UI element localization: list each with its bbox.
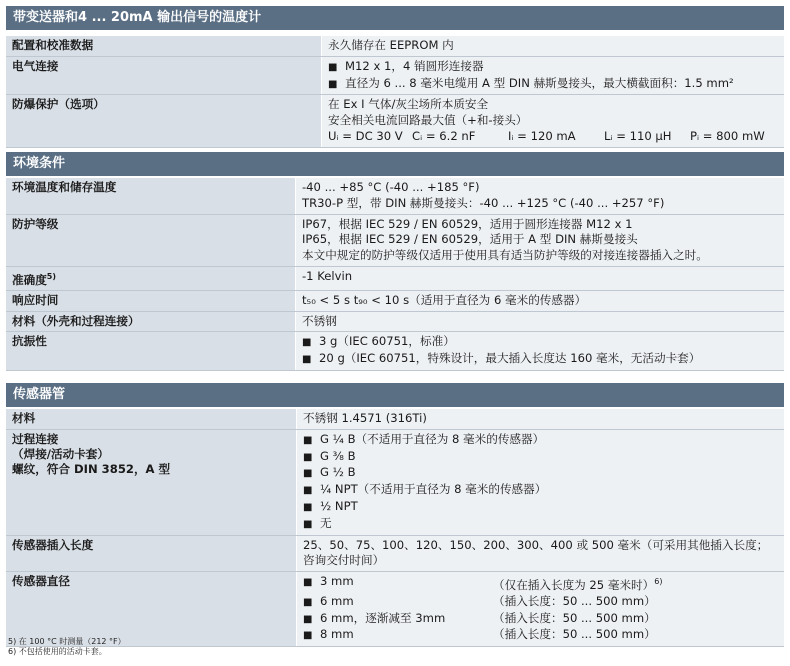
row-value: t₅₀ < 5 s t₉₀ < 10 s（适用于直径为 6 毫米的传感器） <box>296 291 784 311</box>
param-ui: Uᵢ = DC 30 V <box>328 128 403 143</box>
table-row <box>6 332 784 371</box>
list-item: G ⅜ B <box>320 448 356 463</box>
table-row <box>6 409 784 430</box>
row-label: 电气连接 <box>6 57 322 95</box>
row-value <box>322 57 784 95</box>
diameter-note: （插入长度：50 ... 500 mm） <box>493 627 656 642</box>
text-line: 本文中规定的防护等级仅适用于使用具有适当防护等级的对接连接器插入之时。 <box>302 248 708 263</box>
section-sensor-tube <box>6 383 784 647</box>
table-row <box>6 267 784 291</box>
row-label: 材料（外壳和过程连接） <box>6 312 296 332</box>
bullet-icon: ■ <box>302 354 312 366</box>
label-line: 螺纹，符合 DIN 3852，A 型 <box>12 461 171 476</box>
diameter-note: （插入长度：50 ... 500 mm） <box>493 593 656 608</box>
table-row <box>6 312 784 333</box>
section-title: 带变送器和4 ... 20mA 输出信号的温度计 <box>6 6 784 30</box>
list-item: G ¼ B（不适用于直径为 8 毫米的传感器） <box>320 431 545 446</box>
bullet-icon: ■ <box>303 501 313 513</box>
row-label: 传感器直径 <box>6 572 297 646</box>
row-value <box>296 178 784 214</box>
bullet-icon: ■ <box>328 61 338 73</box>
footnotes <box>8 637 126 657</box>
param-pi: Pᵢ = 800 mW <box>690 128 765 143</box>
list-item: ¼ NPT（不适用于直径为 8 毫米的传感器） <box>320 482 547 497</box>
text-line: -40 ... +85 °C (-40 ... +185 °F) <box>302 180 480 194</box>
table-row <box>6 36 784 57</box>
row-value: 不锈钢 1.4571 (316Ti) <box>297 409 784 429</box>
table-row <box>6 536 784 573</box>
table-row <box>6 215 784 267</box>
param-ci: Cᵢ = 6.2 nF <box>412 128 476 143</box>
section-title: 传感器管 <box>6 383 784 407</box>
diameter-note: （插入长度：50 ... 500 mm） <box>493 610 656 625</box>
bullet-icon: ■ <box>303 630 313 642</box>
row-label: 防爆保护（选项） <box>6 95 322 146</box>
footnote: 6) 不包括使用的活动卡套。 <box>8 647 107 656</box>
row-value <box>296 332 784 370</box>
bullet-icon: ■ <box>302 337 312 349</box>
row-label: 响应时间 <box>6 291 296 311</box>
table-row <box>6 430 784 536</box>
table-row <box>6 57 784 96</box>
diameter-value: 6 mm，逐渐减至 3mm <box>320 610 446 625</box>
row-value: -1 Kelvin <box>296 267 784 290</box>
row-label: 材料 <box>6 409 297 429</box>
row-label <box>6 267 296 290</box>
section-title: 环境条件 <box>6 152 784 176</box>
diameter-value: 3 mm <box>320 574 354 589</box>
text-line: 在 Ex I 气体/灰尘场所本质安全 <box>328 97 489 112</box>
text-line: 25、50、75、100、120、150、200、300、400 或 500 毫米（可采用其他插入长度； <box>303 537 769 552</box>
list-item: 3 g（IEC 60751，标准） <box>319 334 455 349</box>
section-transmitter <box>6 6 784 148</box>
parameter-line <box>328 129 778 145</box>
diameter-value: 6 mm <box>320 593 354 608</box>
bullet-icon: ■ <box>303 518 313 530</box>
label-line: 过程连接 <box>12 431 59 446</box>
bullet-icon: ■ <box>303 434 313 446</box>
row-value <box>322 95 784 146</box>
row-value: 不锈钢 <box>296 312 784 332</box>
text-line: 咨询交付时间） <box>303 553 385 568</box>
param-ii: Iᵢ = 120 mA <box>508 128 576 143</box>
table-row <box>6 291 784 312</box>
row-value <box>297 572 784 646</box>
text-line: 安全相关电流回路最大值（+和-接头） <box>328 113 528 128</box>
row-value <box>296 215 784 266</box>
diameter-note: （仅在插入长度为 25 毫米时） <box>493 578 655 593</box>
footnote-ref: 6) <box>654 577 663 587</box>
row-label: 环境温度和储存温度 <box>6 178 296 214</box>
list-item: 无 <box>320 515 332 530</box>
row-label: 配置和校准数据 <box>6 36 322 56</box>
row-value <box>297 536 784 572</box>
bullet-icon: ■ <box>303 468 313 480</box>
table-row <box>6 95 784 147</box>
list-item: ½ NPT <box>320 498 358 513</box>
row-label: 防护等级 <box>6 215 296 266</box>
label-text: 准确度 <box>12 272 47 287</box>
row-value: 永久储存在 EEPROM 内 <box>322 36 784 56</box>
section-environment <box>6 152 784 371</box>
text-line: IP65，根据 IEC 529 / EN 60529，适用于 A 型 DIN 赫斯曼接头 <box>302 232 638 247</box>
text-line: TR30-P 型，带 DIN 赫斯曼接头：-40 ... +125 °C (-40 ... +257 °F) <box>302 195 665 210</box>
table-row <box>6 572 784 647</box>
bullet-icon: ■ <box>303 613 313 625</box>
list-item: 20 g（IEC 60751，特殊设计，最大插入长度达 160 毫米，无活动卡套） <box>319 351 701 366</box>
diameter-value: 8 mm <box>320 627 354 642</box>
bullet-icon: ■ <box>303 451 313 463</box>
list-item: G ½ B <box>320 465 356 480</box>
footnote-ref: 5) <box>46 271 57 281</box>
row-label: 传感器插入长度 <box>6 536 297 572</box>
table-row <box>6 178 784 215</box>
row-label: 抗振性 <box>6 332 296 370</box>
list-item: 直径为 6 ... 8 毫米电缆用 A 型 DIN 赫斯曼接头，最大横截面积：1.5 mm² <box>345 75 734 90</box>
row-label <box>6 430 297 535</box>
text-line: IP67，根据 IEC 529 / EN 60529，适用于圆形连接器 M12 x 1 <box>302 216 633 231</box>
row-value <box>297 430 784 535</box>
bullet-icon: ■ <box>328 78 338 90</box>
param-li: Lᵢ = 110 µH <box>604 128 672 143</box>
bullet-icon: ■ <box>303 485 313 497</box>
list-item: M12 x 1，4 销圆形连接器 <box>345 58 484 73</box>
label-line: （焊接/活动卡套） <box>12 446 109 461</box>
footnote: 5) 在 100 °C 时测量（212 °F） <box>8 637 126 646</box>
bullet-icon: ■ <box>303 596 313 608</box>
bullet-icon: ■ <box>303 577 313 589</box>
